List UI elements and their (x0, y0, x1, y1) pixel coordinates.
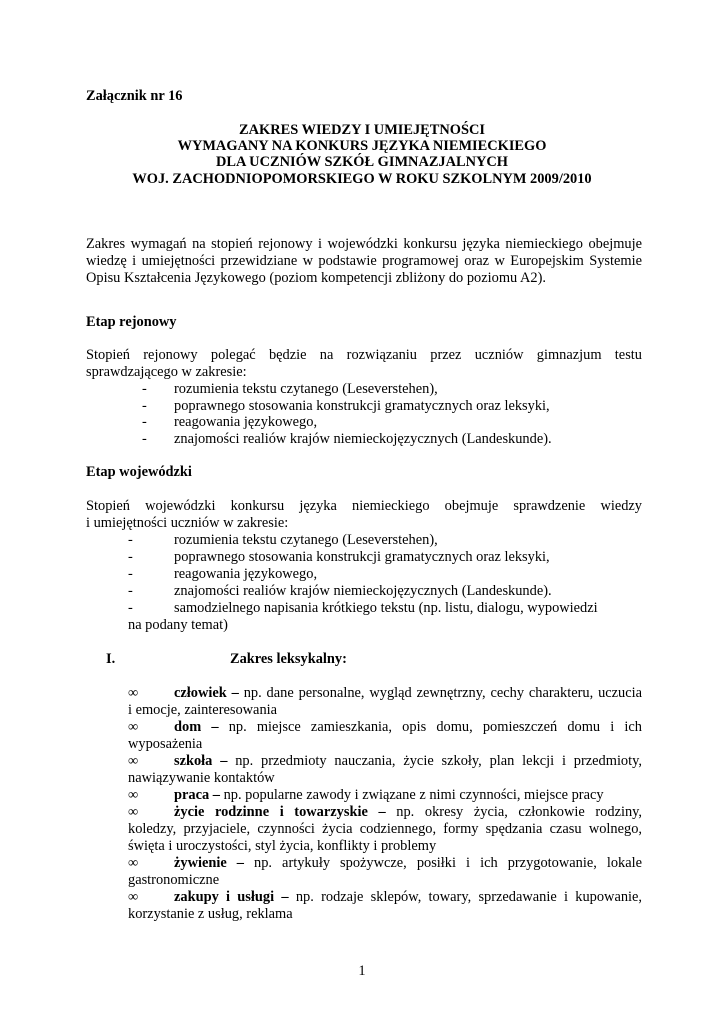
infinity-bullet-icon: ∞ (128, 685, 139, 701)
lex-desc: np. rodzaje sklepów, towary, sprzedawanie i kupowanie, (295, 889, 643, 905)
lex-term: żywienie (174, 855, 227, 871)
lex-item-6-cont: gastronomiczne (128, 872, 220, 888)
wojewodzki-item-5-cont: na podany temat) (128, 617, 228, 633)
intro-line-1: Zakres wymagań na stopień rejonowy i wojewódzki konkursu języka niemieckiego obejmuje (86, 236, 642, 252)
rejonowy-item-4: znajomości realiów krajów niemieckojęzycznych (Landeskunde). (174, 431, 552, 447)
lex-desc: np. artykuły spożywcze, posiłki i ich przygotowanie, lokale (254, 855, 643, 871)
lex-item-3: szkoła – np. przedmioty nauczania, życie szkoły, plan lekcji i przedmioty, (174, 753, 642, 769)
lex-term: zakupy i usługi (174, 889, 275, 905)
lex-term: dom (174, 719, 202, 735)
lex-desc: np. miejsce zamieszkania, opis domu, pomieszczeń domu i ich (228, 719, 642, 735)
list-dash: - (128, 600, 133, 616)
wojewodzki-para-1: Stopień wojewódzki konkursu języka niemieckiego obejmuje sprawdzenie wiedzy (86, 498, 642, 514)
wojewodzki-item-2: poprawnego stosowania konstrukcji gramatycznych oraz leksyki, (174, 549, 550, 565)
lex-item-7: zakupy i usługi – np. rodzaje sklepów, towary, sprzedawanie i kupowanie, (174, 889, 643, 905)
list-dash: - (128, 532, 133, 548)
lex-item-5: życie rodzinne i towarzyskie – np. okresy życia, członkowie rodziny, (174, 804, 643, 820)
list-dash: - (128, 566, 133, 582)
wojewodzki-item-3: reagowania językowego, (174, 566, 318, 582)
lex-desc: np. dane personalne, wygląd zewnętrzny, cechy charakteru, uczucia (243, 685, 643, 701)
rejonowy-item-2: poprawnego stosowania konstrukcji gramatycznych oraz leksyki, (174, 398, 550, 414)
infinity-bullet-icon: ∞ (128, 804, 139, 820)
lex-item-2: dom – np. miejsce zamieszkania, opis domu, pomieszczeń domu i ich (174, 719, 642, 735)
list-dash: - (128, 549, 133, 565)
lex-item-1: człowiek – np. dane personalne, wygląd zewnętrzny, cechy charakteru, uczucia (174, 685, 643, 701)
rejonowy-para-2: sprawdzającego w zakresie: (86, 364, 247, 380)
lex-item-7-cont: korzystanie z usług, reklama (128, 906, 293, 922)
wojewodzki-para-2: i umiejętności uczniów w zakresie: (86, 515, 289, 531)
lex-term: człowiek (174, 685, 227, 701)
rejonowy-item-3: reagowania językowego, (174, 414, 318, 430)
list-dash: - (142, 398, 147, 414)
lex-desc: np. popularne zawody i związane z nimi czynności, miejsce pracy (223, 787, 604, 803)
annex-label: Załącznik nr 16 (86, 88, 183, 104)
lex-item-5-cont-2: święta i uroczystości, styl życia, konflikty i problemy (128, 838, 437, 854)
rejonowy-para-1: Stopień rejonowy polegać będzie na rozwiązaniu przez uczniów gimnazjum testu (86, 347, 642, 363)
wojewodzki-heading: Etap wojewódzki (86, 464, 192, 480)
rejonowy-item-1: rozumienia tekstu czytanego (Leseverstehen), (174, 381, 438, 397)
title-line-3: DLA UCZNIÓW SZKÓŁ GIMNAZJALNYCH (216, 154, 508, 170)
lex-item-6: żywienie – np. artykuły spożywcze, posiłki i ich przygotowanie, lokale (174, 855, 643, 871)
title-line-4: WOJ. ZACHODNIOPOMORSKIEGO W ROKU SZKOLNYM 2009/2010 (132, 171, 592, 187)
list-dash: - (142, 381, 147, 397)
wojewodzki-item-4: znajomości realiów krajów niemieckojęzycznych (Landeskunde). (174, 583, 552, 599)
lex-item-3-cont: nawiązywanie kontaktów (128, 770, 275, 786)
section-number: I. (106, 651, 116, 667)
lex-item-1-cont: i emocje, zainteresowania (128, 702, 278, 718)
list-dash: - (128, 583, 133, 599)
title-line-1: ZAKRES WIEDZY I UMIEJĘTNOŚCI (239, 122, 485, 138)
infinity-bullet-icon: ∞ (128, 719, 139, 735)
wojewodzki-item-5: samodzielnego napisania krótkiego tekstu (np. listu, dialogu, wypowiedzi (174, 600, 598, 616)
lex-term: życie rodzinne i towarzyskie (174, 804, 368, 820)
lex-item-2-cont: wyposażenia (128, 736, 203, 752)
infinity-bullet-icon: ∞ (128, 889, 139, 905)
list-dash: - (142, 431, 147, 447)
wojewodzki-item-1: rozumienia tekstu czytanego (Leseverstehen), (174, 532, 438, 548)
lex-item-4: praca – np. popularne zawody i związane z nimi czynności, miejsce pracy (174, 787, 604, 803)
list-dash: - (142, 414, 147, 430)
section-title: Zakres leksykalny: (230, 651, 347, 667)
page-number: 1 (358, 963, 366, 979)
intro-line-3: Opisu Kształcenia Językowego (poziom kompetencji zbliżony do poziomu A2). (86, 270, 546, 286)
lex-desc: np. okresy życia, członkowie rodziny, (396, 804, 643, 820)
rejonowy-heading: Etap rejonowy (86, 314, 177, 330)
intro-line-2: wiedzę i umiejętności przewidziane w podstawie programowej oraz w Europejskim Systemie (86, 253, 642, 269)
lex-item-5-cont: koledzy, przyjaciele, czynności życia codziennego, formy spędzania czasu wolnego, (128, 821, 642, 837)
infinity-bullet-icon: ∞ (128, 855, 139, 871)
infinity-bullet-icon: ∞ (128, 787, 139, 803)
infinity-bullet-icon: ∞ (128, 753, 139, 769)
lex-term: szkoła (174, 753, 213, 769)
lex-desc: np. przedmioty nauczania, życie szkoły, plan lekcji i przedmioty, (235, 753, 642, 769)
lex-term: praca (174, 787, 210, 803)
title-line-2: WYMAGANY NA KONKURS JĘZYKA NIEMIECKIEGO (177, 138, 547, 154)
